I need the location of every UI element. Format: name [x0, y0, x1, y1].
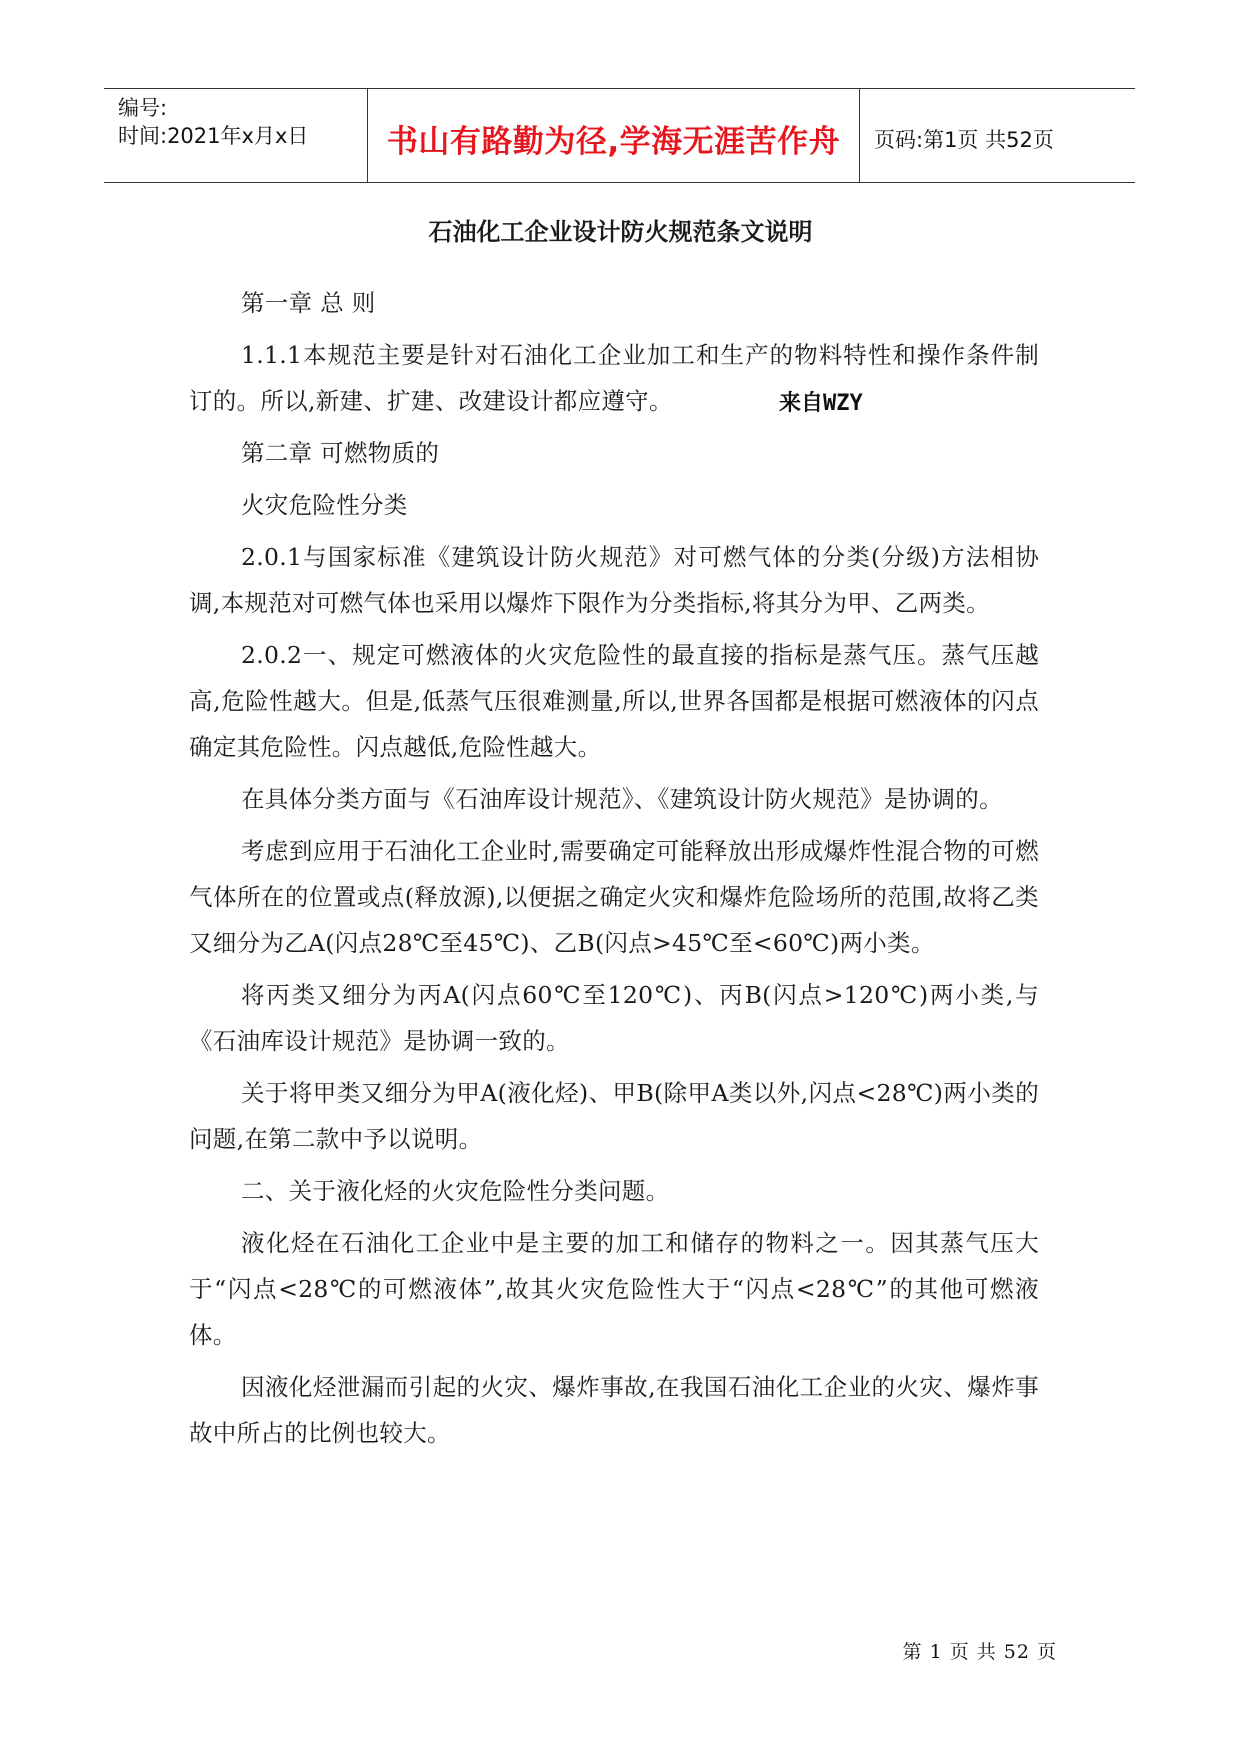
paragraph: 2.0.2一、规定可燃液体的火灾危险性的最直接的指标是蒸气压。蒸气压越高,危险性越大。但是,低蒸气压很难测量,所以,世界各国都是根据可燃液体的闪点确定其危险性。闪点越低,危险性越大。 — [189, 641, 1039, 761]
paragraph: 1.1.1本规范主要是针对石油化工企业加工和生产的物料特性和操作条件制订的。所以,新建、扩建、改建设计都应遵守。 — [189, 341, 1039, 415]
chapter-2-heading: 第二章 可燃物质的 — [241, 439, 440, 467]
document-time-label: 时间:2021年x月x日 — [118, 124, 309, 148]
header-page-cell — [860, 89, 1135, 182]
page-footer: 第 1 页 共 52 页 — [902, 1641, 1057, 1663]
header-meta-cell — [104, 89, 368, 182]
header-motto: 书山有路勤为径,学海无涯苦作舟 — [386, 124, 841, 160]
paragraph: 二、关于液化烃的火灾危险性分类问题。 — [241, 1177, 670, 1205]
header-motto-cell — [368, 89, 860, 182]
paragraph: 液化烃在石油化工企业中是主要的加工和储存的物料之一。因其蒸气压大于“闪点<28℃的可燃液体”,故其火灾危险性大于“闪点<28℃”的其他可燃液体。 — [189, 1229, 1039, 1349]
source-stamp: 来自WZY — [779, 391, 863, 416]
page-header — [104, 88, 1135, 183]
paragraph: 在具体分类方面与《石油库设计规范》、《建筑设计防火规范》是协调的。 — [241, 785, 1003, 813]
paragraph: 关于将甲类又细分为甲A(液化烃)、甲B(除甲A类以外,闪点<28℃)两小类的问题,在第二款中予以说明。 — [189, 1079, 1039, 1153]
header-page-number: 页码:第1页 共52页 — [874, 128, 1054, 152]
chapter-1-heading: 第一章 总 则 — [241, 289, 376, 317]
paragraph: 将丙类又细分为丙A(闪点60℃至120℃)、丙B(闪点>120℃)两小类,与《石油库设计规范》是协调一致的。 — [189, 981, 1039, 1055]
chapter-2-heading-cont: 火灾危险性分类 — [241, 491, 408, 519]
document-title: 石油化工企业设计防火规范条文说明 — [428, 218, 813, 246]
paragraph: 考虑到应用于石油化工企业时,需要确定可能释放出形成爆炸性混合物的可燃气体所在的位置或点(释放源),以便据之确定火灾和爆炸危险场所的范围,故将乙类又细分为乙A(闪点28℃至45℃)、乙B(闪点>45℃至<60℃)两小类。 — [189, 837, 1039, 957]
paragraph: 2.0.1与国家标准《建筑设计防火规范》对可燃气体的分类(分级)方法相协调,本规范对可燃气体也采用以爆炸下限作为分类指标,将其分为甲、乙两类。 — [189, 543, 1039, 617]
document-body — [189, 280, 1039, 1462]
document-code-label: 编号: — [118, 96, 168, 120]
paragraph: 因液化烃泄漏而引起的火灾、爆炸事故,在我国石油化工企业的火灾、爆炸事故中所占的比例也较大。 — [189, 1373, 1039, 1447]
